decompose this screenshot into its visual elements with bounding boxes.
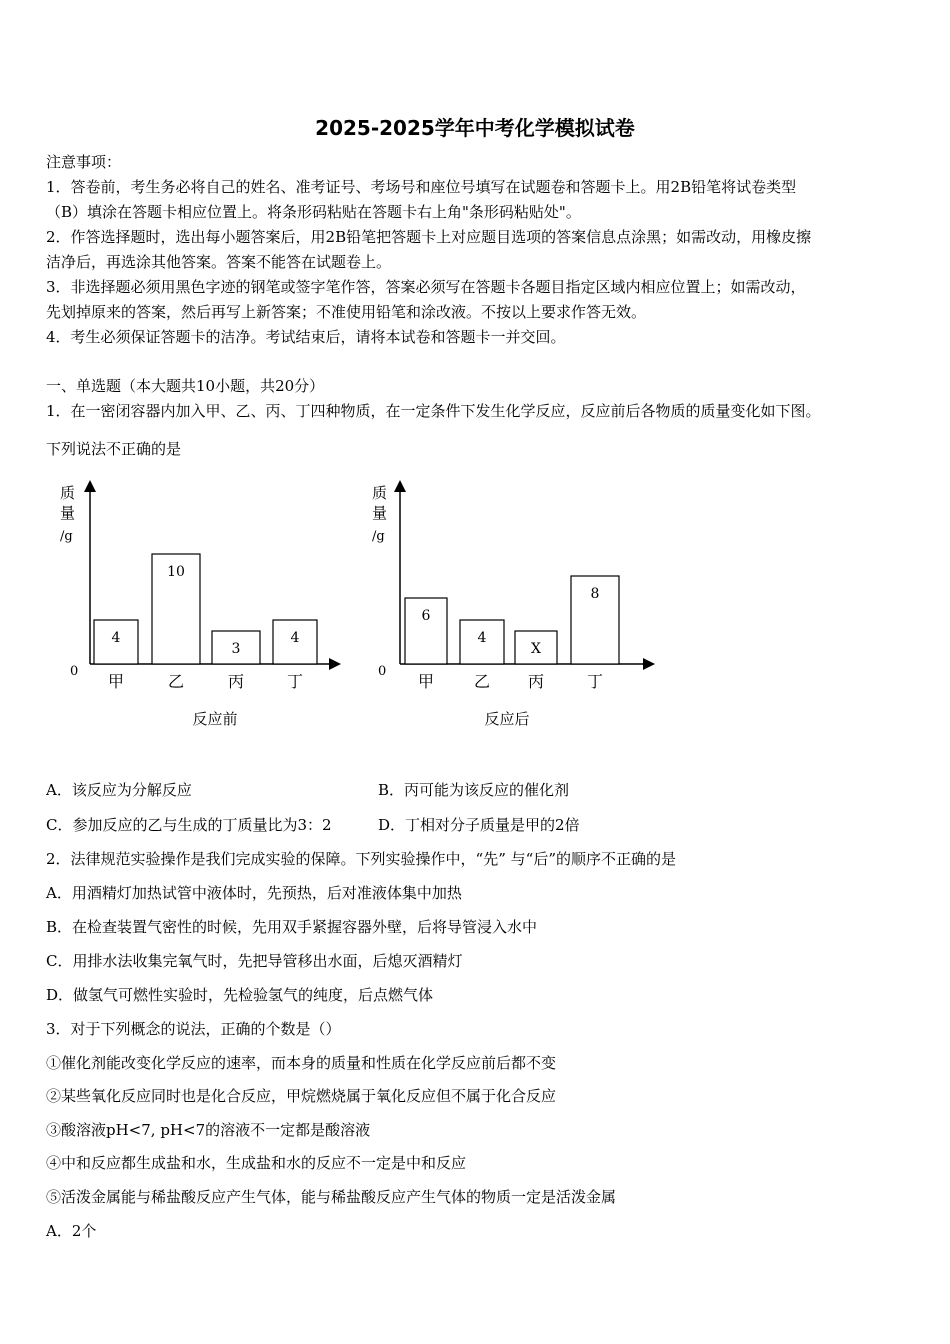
section-heading: 一、单选题（本大题共10小题，共20分） bbox=[46, 377, 325, 395]
q2-option: C．用排水法收集完氧气时，先把导管移出水面，后熄灭酒精灯 bbox=[46, 952, 463, 970]
category-tick-label: 丁 bbox=[586, 672, 604, 691]
category-tick-label: 乙 bbox=[167, 672, 185, 691]
notice-line: （B）填涂在答题卡相应位置上。将条形码粘贴在答题卡右上角"条形码粘贴处"。 bbox=[46, 203, 581, 221]
chart-xlabel: 反应前 bbox=[192, 710, 238, 728]
bar-value-label: 8 bbox=[590, 586, 600, 602]
bar-value-label: 6 bbox=[421, 608, 431, 624]
q3-item: ④中和反应都生成盐和水，生成盐和水的反应不一定是中和反应 bbox=[46, 1154, 467, 1172]
category-tick-label: 甲 bbox=[107, 672, 125, 691]
ylabel-line-2: 量 bbox=[60, 504, 76, 522]
q1-option-a: A．该反应为分解反应 bbox=[46, 781, 192, 799]
q3-option-a: A．2个 bbox=[46, 1222, 97, 1240]
question-1-stem-2: 下列说法不正确的是 bbox=[46, 440, 182, 458]
q1-option-c: C．参加反应的乙与生成的丁质量比为3：2 bbox=[46, 816, 332, 834]
ylabel-line-1: 质 bbox=[372, 484, 388, 502]
bar-value-label: 10 bbox=[167, 564, 185, 580]
ylabel-line-2: 量 bbox=[372, 504, 388, 522]
notice-line: 洁净后，再选涂其他答案。答案不能答在试题卷上。 bbox=[46, 253, 392, 271]
ylabel-unit: /g bbox=[372, 529, 385, 544]
category-tick-label: 丙 bbox=[527, 672, 545, 691]
notice-line: 3．非选择题必须用黑色字迹的钢笔或签字笔作答，答案必须写在答题卡各题目指定区域内相应位置上；如需改动， bbox=[46, 278, 806, 296]
origin-label: 0 bbox=[70, 664, 79, 679]
chart-xlabel: 反应后 bbox=[484, 710, 530, 728]
notice-line: 1．答卷前，考生务必将自己的姓名、准考证号、考场号和座位号填写在试题卷和答题卡上。用2B铅笔将试卷类型 bbox=[46, 178, 797, 196]
q1-option-b: B．丙可能为该反应的催化剂 bbox=[378, 781, 570, 799]
category-tick-label: 甲 bbox=[417, 672, 435, 691]
question-3-stem: 3．对于下列概念的说法，正确的个数是（） bbox=[46, 1020, 341, 1038]
bar-value-label: 4 bbox=[477, 630, 487, 646]
ylabel-unit: /g bbox=[60, 529, 73, 544]
chart-before bbox=[50, 478, 350, 738]
bar-value-label: X bbox=[531, 641, 541, 657]
q2-option: A．用酒精灯加热试管中液体时，先预热，后对准液体集中加热 bbox=[46, 884, 462, 902]
q1-option-d: D．丁相对分子质量是甲的2倍 bbox=[378, 816, 580, 834]
category-tick-label: 丙 bbox=[227, 672, 245, 691]
q2-option: D．做氢气可燃性实验时，先检验氢气的纯度，后点燃气体 bbox=[46, 986, 434, 1004]
question-2-stem: 2．法律规范实验操作是我们完成实验的保障。下列实验操作中，“先” 与“后”的顺序不正确的是 bbox=[46, 850, 676, 868]
bar-value-label: 4 bbox=[111, 630, 121, 646]
page-title: 2025-2025学年中考化学模拟试卷 bbox=[315, 116, 635, 140]
q3-item: ①催化剂能改变化学反应的速率，而本身的质量和性质在化学反应前后都不变 bbox=[46, 1054, 557, 1072]
q3-item: ⑤活泼金属能与稀盐酸反应产生气体，能与稀盐酸反应产生气体的物质一定是活泼金属 bbox=[46, 1188, 617, 1206]
category-tick-label: 乙 bbox=[473, 672, 491, 691]
bar-value-label: 3 bbox=[231, 641, 241, 657]
notice-line: 先划掉原来的答案，然后再写上新答案；不准使用铅笔和涂改液。不按以上要求作答无效。 bbox=[46, 303, 647, 321]
bar-value-label: 4 bbox=[290, 630, 300, 646]
chart-after bbox=[364, 478, 664, 738]
notice-line: 2．作答选择题时，选出每小题答案后，用2B铅笔把答题卡上对应题目选项的答案信息点涂黑；如需改动，用橡皮擦 bbox=[46, 228, 812, 246]
notice-line: 4．考生必须保证答题卡的洁净。考试结束后，请将本试卷和答题卡一并交回。 bbox=[46, 328, 566, 346]
question-1-stem: 1．在一密闭容器内加入甲、乙、丙、丁四种物质，在一定条件下发生化学反应，反应前后各物质的质量变化如下图。 bbox=[46, 402, 821, 420]
category-tick-label: 丁 bbox=[286, 672, 304, 691]
origin-label: 0 bbox=[378, 664, 387, 679]
notice-heading: 注意事项： bbox=[46, 153, 122, 171]
ylabel-line-1: 质 bbox=[60, 484, 76, 502]
q3-item: ②某些氧化反应同时也是化合反应，甲烷燃烧属于氧化反应但不属于化合反应 bbox=[46, 1087, 557, 1105]
q2-option: B．在检查装置气密性的时候，先用双手紧握容器外壁，后将导管浸入水中 bbox=[46, 918, 538, 936]
q3-item: ③酸溶液pH<7, pH<7的溶液不一定都是酸溶液 bbox=[46, 1121, 371, 1139]
